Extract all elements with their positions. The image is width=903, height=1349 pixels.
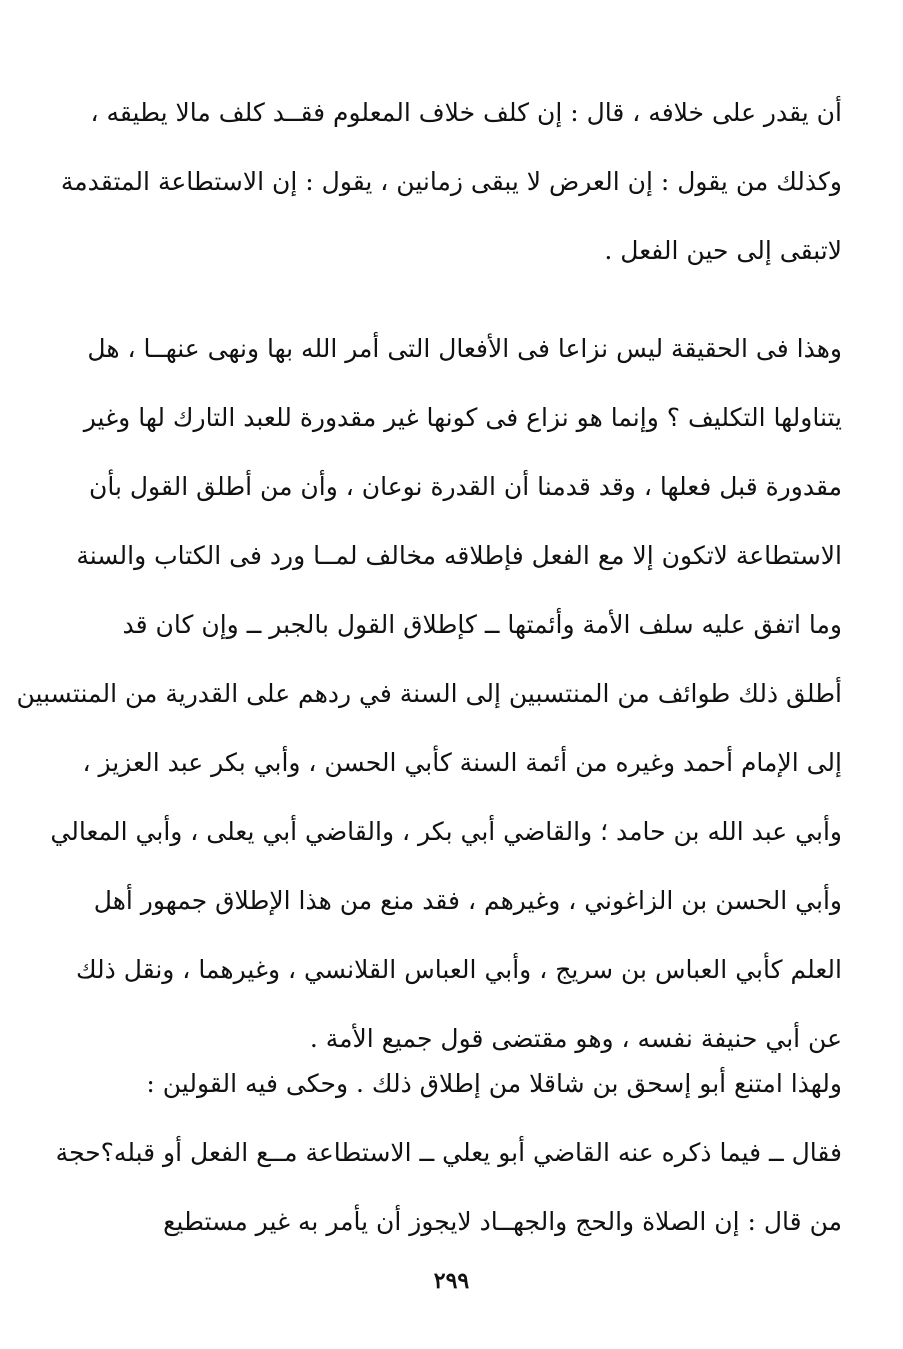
page-number: ٢٩٩: [433, 1268, 470, 1294]
text-line: مقدورة قبل فعلها ، وقد قدمنا أن القدرة نوعان ، وأن من أطلق القول بأن: [89, 472, 842, 501]
text-line: وما اتفق عليه سلف الأمة وأئمتها ــ كإطلاق القول بالجبر ــ وإن كان قد: [122, 610, 842, 639]
text-line: الاستطاعة لاتكون إلا مع الفعل فإطلاقه مخالف لمــا ورد فى الكتاب والسنة: [76, 541, 842, 570]
text-line: إلى الإمام أحمد وغيره من أئمة السنة كأبي الحسن ، وأبي بكر عبد العزيز ،: [82, 748, 842, 777]
paragraph-3: [55, 1049, 842, 1256]
text-line: يتناولها التكليف ؟ وإنما هو نزاع فى كونها غير مقدورة للعبد التارك لها وغير: [83, 403, 842, 432]
text-line: لاتبقى إلى حين الفعل .: [604, 236, 842, 265]
text-line: ولهذا امتنع أبو إسحق بن شاقلا من إطلاق ذلك . وحكى فيه القولين :: [146, 1069, 842, 1098]
text-line: فقال ــ فيما ذكره عنه القاضي أبو يعلي ــ الاستطاعة مــع الفعل أو قبله؟حجة: [55, 1138, 842, 1167]
text-line: عن أبي حنيفة نفسه ، وهو مقتضى قول جميع الأمة .: [309, 1024, 842, 1053]
text-line: أن يقدر على خلافه ، قال : إن كلف خلاف المعلوم فقــد كلف مالا يطيقه ،: [90, 98, 842, 127]
paragraph-2: [16, 314, 842, 1073]
text-line: وهذا فى الحقيقة ليس نزاعا فى الأفعال التى أمر الله بها ونهى عنهــا ، هل: [87, 334, 842, 363]
text-line: وأبي عبد الله بن حامد ؛ والقاضي أبي بكر ، والقاضي أبي يعلى ، وأبي المعالي: [50, 817, 842, 846]
text-line: أطلق ذلك طوائف من المنتسبين إلى السنة في ردهم على القدرية من المنتسبين: [16, 679, 842, 708]
text-line: العلم كأبي العباس بن سريج ، وأبي العباس القلانسي ، وغيرهما ، ونقل ذلك: [75, 955, 842, 984]
text-line: وأبي الحسن بن الزاغوني ، وغيرهم ، فقد منع من هذا الإطلاق جمهور أهل: [93, 886, 842, 915]
text-line: من قال : إن الصلاة والحج والجهــاد لايجوز أن يأمر به غير مستطيع: [163, 1207, 842, 1236]
paragraph-1: [60, 78, 842, 285]
text-line: وكذلك من يقول : إن العرض لا يبقى زمانين ، يقول : إن الاستطاعة المتقدمة: [60, 167, 842, 196]
